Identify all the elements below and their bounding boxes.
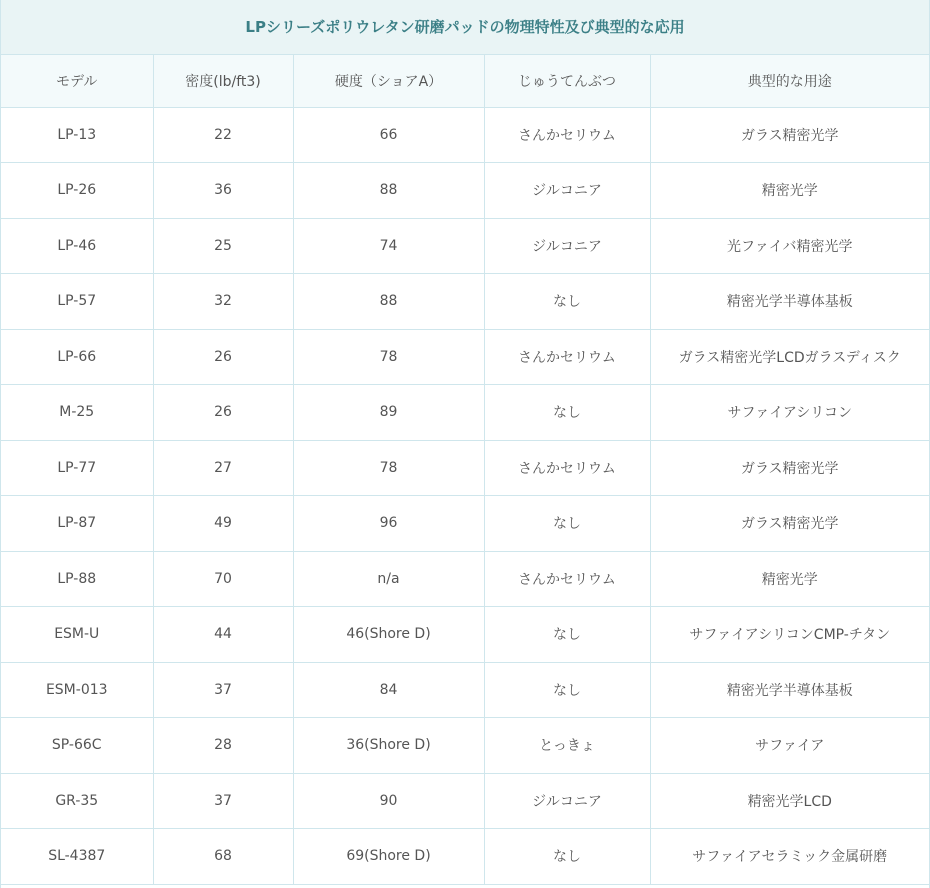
model-cell: M-25 <box>1 385 153 441</box>
table-row <box>1 107 929 163</box>
application-cell: サファイア <box>650 718 929 774</box>
density-cell: 32 <box>153 274 293 330</box>
header-filler: じゅうてんぶつ <box>484 55 650 107</box>
hardness-cell: 46(Shore D) <box>293 607 484 663</box>
hardness-cell: 89 <box>293 385 484 441</box>
filler-cell: なし <box>484 385 650 441</box>
model-cell: LP-87 <box>1 496 153 552</box>
filler-cell: さんかセリウム <box>484 551 650 607</box>
hardness-cell: 96 <box>293 496 484 552</box>
table-row <box>1 218 929 274</box>
density-cell: 37 <box>153 662 293 718</box>
application-cell: 精密光学LCD <box>650 773 929 829</box>
filler-cell: ジルコニア <box>484 163 650 219</box>
filler-cell: ジルコニア <box>484 218 650 274</box>
filler-cell: さんかセリウム <box>484 440 650 496</box>
application-cell: サファイアシリコンCMP-チタン <box>650 607 929 663</box>
table-row <box>1 274 929 330</box>
model-cell: ESM-013 <box>1 662 153 718</box>
application-cell: ガラス精密光学 <box>650 107 929 163</box>
header-row <box>1 55 929 107</box>
density-cell: 37 <box>153 773 293 829</box>
model-cell: LP-46 <box>1 218 153 274</box>
density-cell: 68 <box>153 829 293 885</box>
filler-cell: なし <box>484 274 650 330</box>
density-cell: 70 <box>153 551 293 607</box>
model-cell: SP-66C <box>1 718 153 774</box>
model-cell: ESM-U <box>1 607 153 663</box>
properties-table <box>1 55 929 885</box>
hardness-cell: 66 <box>293 107 484 163</box>
table-row <box>1 551 929 607</box>
density-cell: 28 <box>153 718 293 774</box>
hardness-cell: 84 <box>293 662 484 718</box>
model-cell: LP-13 <box>1 107 153 163</box>
model-cell: SL-4387 <box>1 829 153 885</box>
density-cell: 49 <box>153 496 293 552</box>
model-cell: LP-57 <box>1 274 153 330</box>
header-hardness: 硬度（ショアA） <box>293 55 484 107</box>
filler-cell: ジルコニア <box>484 773 650 829</box>
filler-cell: なし <box>484 607 650 663</box>
hardness-cell: 74 <box>293 218 484 274</box>
application-cell: 精密光学 <box>650 551 929 607</box>
table-title: LPシリーズポリウレタン研磨パッドの物理特性及び典型的な応用 <box>1 0 929 55</box>
density-cell: 26 <box>153 329 293 385</box>
application-cell: 精密光学半導体基板 <box>650 662 929 718</box>
header-model: モデル <box>1 55 153 107</box>
application-cell: 精密光学半導体基板 <box>650 274 929 330</box>
density-cell: 25 <box>153 218 293 274</box>
table-row <box>1 496 929 552</box>
filler-cell: なし <box>484 662 650 718</box>
density-cell: 22 <box>153 107 293 163</box>
table-row <box>1 163 929 219</box>
application-cell: ガラス精密光学 <box>650 440 929 496</box>
hardness-cell: 36(Shore D) <box>293 718 484 774</box>
application-cell: ガラス精密光学 <box>650 496 929 552</box>
table-row <box>1 385 929 441</box>
table-row <box>1 829 929 885</box>
hardness-cell: 88 <box>293 163 484 219</box>
header-density: 密度(lb/ft3) <box>153 55 293 107</box>
table-row <box>1 440 929 496</box>
hardness-cell: 69(Shore D) <box>293 829 484 885</box>
filler-cell: さんかセリウム <box>484 329 650 385</box>
table-row <box>1 718 929 774</box>
header-application: 典型的な用途 <box>650 55 929 107</box>
filler-cell: とっきょ <box>484 718 650 774</box>
application-cell: 精密光学 <box>650 163 929 219</box>
filler-cell: なし <box>484 829 650 885</box>
table-row <box>1 607 929 663</box>
application-cell: サファイアセラミック金属研磨 <box>650 829 929 885</box>
density-cell: 44 <box>153 607 293 663</box>
application-cell: 光ファイバ精密光学 <box>650 218 929 274</box>
filler-cell: さんかセリウム <box>484 107 650 163</box>
model-cell: LP-66 <box>1 329 153 385</box>
model-cell: GR-35 <box>1 773 153 829</box>
density-cell: 26 <box>153 385 293 441</box>
filler-cell: なし <box>484 496 650 552</box>
model-cell: LP-88 <box>1 551 153 607</box>
model-cell: LP-26 <box>1 163 153 219</box>
hardness-cell: 78 <box>293 329 484 385</box>
table-row <box>1 662 929 718</box>
application-cell: サファイアシリコン <box>650 385 929 441</box>
hardness-cell: n/a <box>293 551 484 607</box>
hardness-cell: 78 <box>293 440 484 496</box>
table-row <box>1 773 929 829</box>
model-cell: LP-77 <box>1 440 153 496</box>
density-cell: 36 <box>153 163 293 219</box>
hardness-cell: 90 <box>293 773 484 829</box>
table-row <box>1 329 929 385</box>
hardness-cell: 88 <box>293 274 484 330</box>
density-cell: 27 <box>153 440 293 496</box>
application-cell: ガラス精密光学LCDガラスディスク <box>650 329 929 385</box>
